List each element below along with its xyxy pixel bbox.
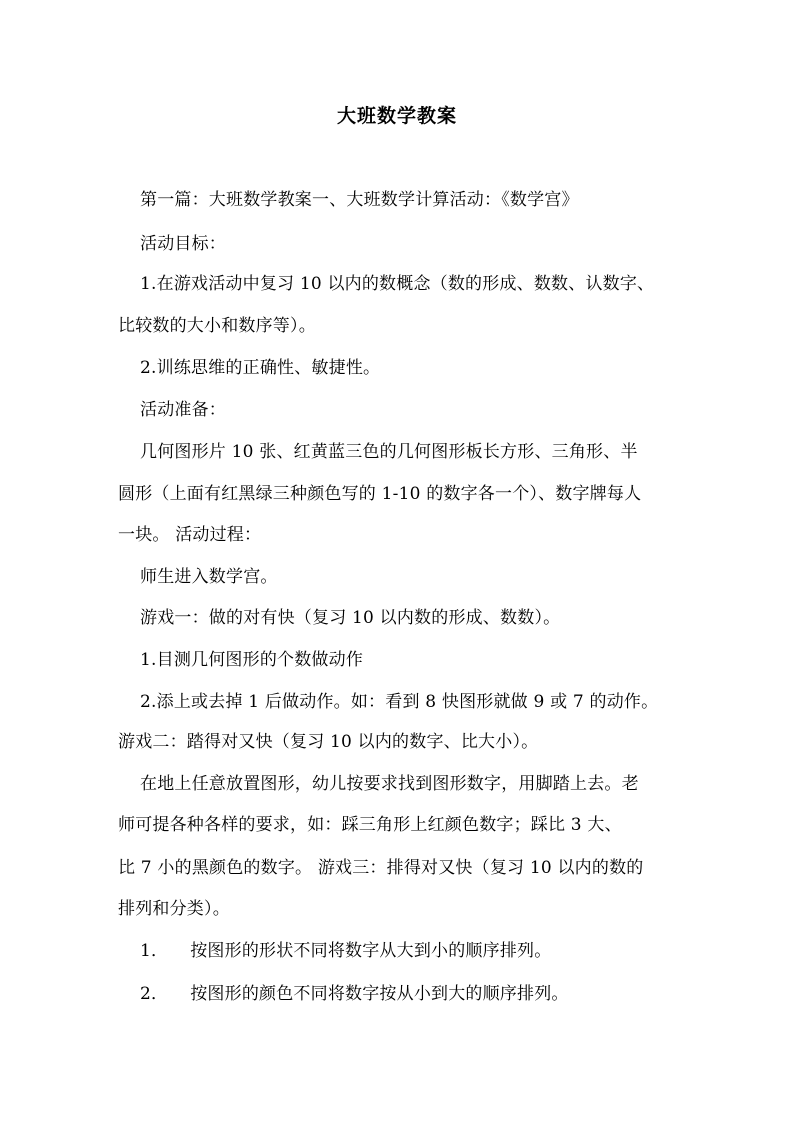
paragraph-line: 在地上任意放置图形，幼儿按要求找到图形数字，用脚踏上去。老 [140, 774, 639, 794]
list-item [140, 939, 688, 963]
paragraph-line: 比 7 小的黑颜色的数字。 游戏三：排得对又快（复习 10 以内的数的 [118, 858, 644, 878]
paragraph-line: 1.目测几何图形的个数做动作 [140, 650, 364, 670]
paragraph-line: 1.在游戏活动中复习 10 以内的数概念（数的形成、数数、认数字、 [140, 274, 655, 294]
paragraph-line: 几何图形片 10 张、红黄蓝三色的几何图形板长方形、三角形、半 [140, 442, 638, 462]
paragraph-line: 活动准备： [140, 400, 226, 420]
paragraph-line: 第一篇：大班数学教案一、大班数学计算活动：《数学宫》 [140, 190, 579, 210]
paragraph-line: 2.训练思维的正确性、敏捷性。 [140, 358, 381, 378]
paragraph-line: 排列和分类）。 [118, 899, 230, 919]
document-title: 大班数学教案 [336, 105, 457, 127]
paragraph-line: 圆形（上面有红黑绿三种颜色写的 1-10 的数字各一个）、数字牌每人 [118, 484, 642, 504]
paragraph-line: 2.添上或去掉 1 后做动作。如：看到 8 快图形就做 9 或 7 的动作。 [140, 692, 659, 712]
paragraph-line: 活动目标： [140, 234, 226, 254]
list-item [140, 982, 688, 1006]
paragraph-line: 师可提各种各样的要求，如：踩三角形上红颜色数字；踩比 3 大、 [118, 815, 622, 835]
paragraph-line: 比较数的大小和数序等）。 [118, 316, 316, 336]
list-item-text: 按图形的颜色不同将数字按从小到大的顺序排列。 [190, 984, 569, 1004]
list-item-number: 1． [140, 941, 169, 961]
list-item-text: 按图形的形状不同将数字从大到小的顺序排列。 [190, 941, 552, 961]
paragraph-line: 师生进入数学宫。 [140, 567, 278, 587]
paragraph-line: 游戏一：做的对有快（复习 10 以内数的形成、数数）。 [140, 608, 561, 628]
list-item-number: 2． [140, 984, 169, 1004]
paragraph-line: 游戏二：踏得对又快（复习 10 以内的数字、比大小）。 [118, 732, 539, 752]
paragraph-line: 一块。 活动过程： [118, 525, 262, 545]
